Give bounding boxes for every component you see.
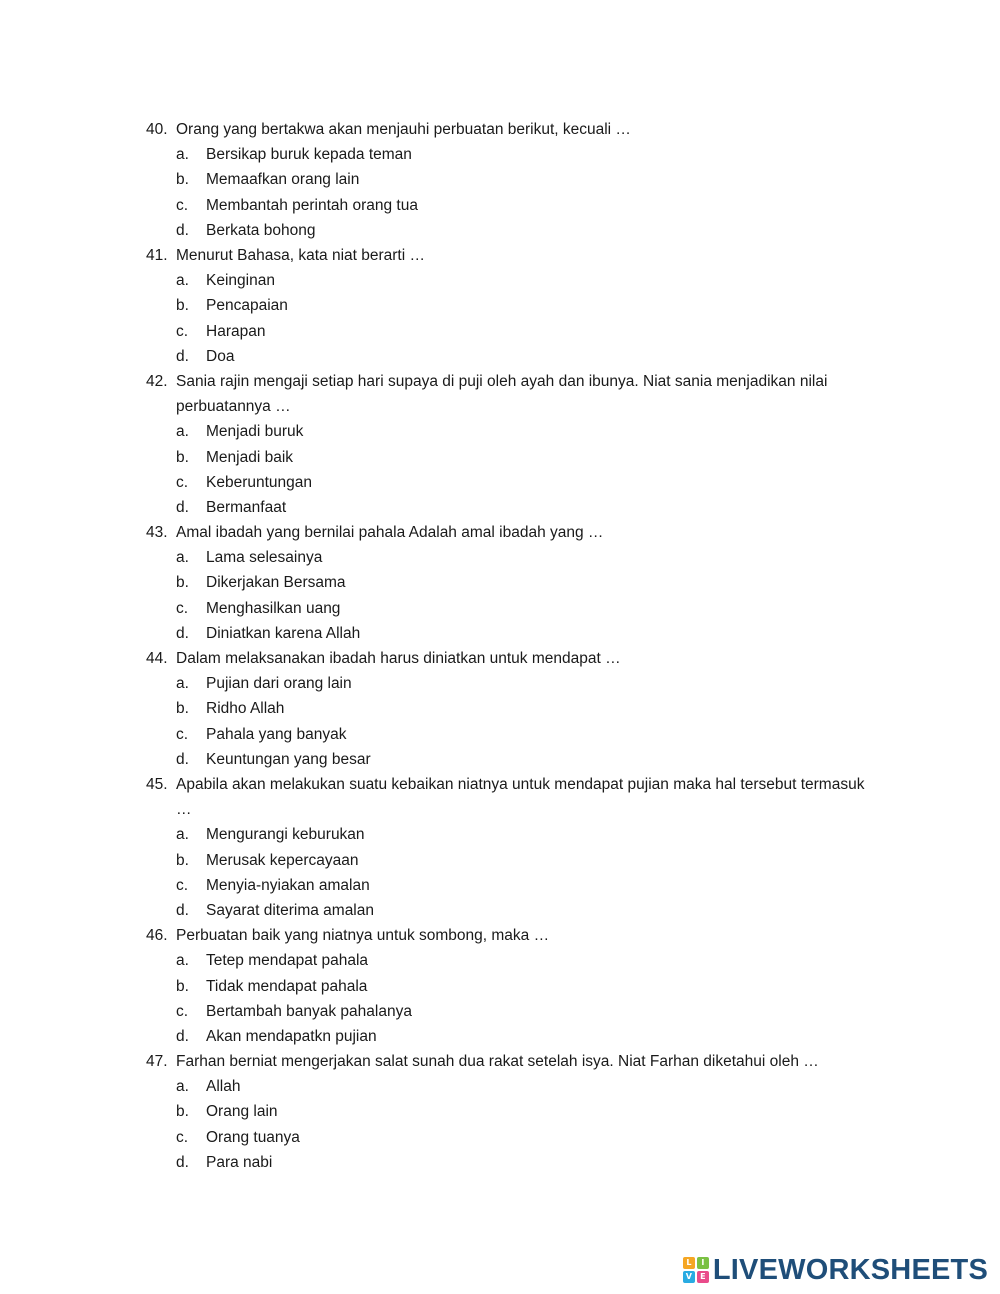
question-row: [0, 520, 1000, 545]
option-text: Diniatkan karena Allah: [206, 624, 361, 642]
option-letter: d.: [176, 750, 189, 768]
option-text: Bermanfaat: [206, 498, 287, 516]
option-letter: d.: [176, 624, 189, 642]
option-text: Pencapaian: [206, 297, 288, 315]
option-text: Tidak mendapat pahala: [206, 977, 368, 995]
question-46: [0, 923, 1000, 1049]
option-letter: a.: [176, 549, 189, 567]
option-a: [0, 545, 1000, 570]
option-text: Menyia-nyiakan amalan: [206, 876, 370, 894]
option-a: [0, 948, 1000, 973]
option-text: Akan mendapatkn pujian: [206, 1027, 377, 1045]
option-text: Membantah perintah orang tua: [206, 196, 418, 214]
option-text: Berkata bohong: [206, 221, 316, 239]
question-number: 42.: [146, 372, 168, 390]
option-text: Orang tuanya: [206, 1128, 300, 1146]
option-letter: c.: [176, 322, 189, 340]
question-text: Sania rajin mengaji setiap hari supaya di puji oleh ayah dan ibunya. Niat sania menjadikan nilai perbuatannya …: [176, 372, 828, 416]
option-letter: d.: [176, 901, 189, 919]
option-letter: b.: [176, 1103, 189, 1121]
option-letter: d.: [176, 1027, 189, 1045]
worksheet: [0, 117, 1000, 1175]
question-40: [0, 117, 1000, 243]
option-letter: c.: [176, 473, 189, 491]
question-number: 47.: [146, 1053, 168, 1071]
question-text: Perbuatan baik yang niatnya untuk sombong, maka …: [176, 927, 550, 945]
option-c: [0, 1125, 1000, 1150]
logo-tile-2: I: [697, 1257, 709, 1269]
option-text: Para nabi: [206, 1153, 273, 1171]
logo-tile-3: V: [683, 1271, 695, 1283]
option-text: Merusak kepercayaan: [206, 851, 359, 869]
question-number: 45.: [146, 775, 168, 793]
question-text: Dalam melaksanakan ibadah harus diniatkan untuk mendapat …: [176, 650, 621, 668]
liveworksheets-brand: [683, 1253, 988, 1287]
option-letter: a.: [176, 1078, 189, 1096]
option-d: [0, 747, 1000, 772]
option-d: [0, 898, 1000, 923]
question-44: [0, 646, 1000, 772]
question-number: 43.: [146, 524, 168, 542]
option-text: Lama selesainya: [206, 549, 323, 567]
question-row: [0, 646, 1000, 671]
option-b: [0, 293, 1000, 318]
option-letter: c.: [176, 599, 189, 617]
question-45: [0, 772, 1000, 923]
option-text: Pujian dari orang lain: [206, 675, 352, 693]
option-c: [0, 873, 1000, 898]
option-a: [0, 1074, 1000, 1099]
option-text: Orang lain: [206, 1103, 278, 1121]
question-text: Menurut Bahasa, kata niat berarti …: [176, 246, 425, 264]
question-number: 41.: [146, 246, 168, 264]
option-letter: b.: [176, 448, 189, 466]
option-letter: a.: [176, 675, 189, 693]
question-text: Apabila akan melakukan suatu kebaikan niatnya untuk mendapat pujian maka hal tersebut termasuk …: [176, 775, 865, 819]
option-d: [0, 218, 1000, 243]
question-number: 44.: [146, 650, 168, 668]
option-a: [0, 822, 1000, 847]
option-letter: b.: [176, 700, 189, 718]
question-row: [0, 117, 1000, 142]
option-letter: a.: [176, 826, 189, 844]
option-letter: b.: [176, 851, 189, 869]
question-row: [0, 369, 1000, 419]
option-letter: c.: [176, 196, 189, 214]
option-text: Keinginan: [206, 272, 275, 290]
option-text: Ridho Allah: [206, 700, 285, 718]
question-row: [0, 772, 1000, 822]
option-text: Keberuntungan: [206, 473, 313, 491]
option-a: [0, 142, 1000, 167]
option-b: [0, 1099, 1000, 1124]
option-letter: a.: [176, 146, 189, 164]
question-row: [0, 1049, 1000, 1074]
option-b: [0, 696, 1000, 721]
option-b: [0, 848, 1000, 873]
option-a: [0, 268, 1000, 293]
option-text: Dikerjakan Bersama: [206, 574, 346, 592]
option-letter: b.: [176, 171, 189, 189]
option-letter: c.: [176, 725, 189, 743]
option-letter: b.: [176, 297, 189, 315]
option-letter: a.: [176, 272, 189, 290]
option-a: [0, 671, 1000, 696]
option-letter: d.: [176, 1153, 189, 1171]
question-43: [0, 520, 1000, 646]
option-c: [0, 596, 1000, 621]
option-letter: c.: [176, 876, 189, 894]
option-d: [0, 344, 1000, 369]
option-d: [0, 495, 1000, 520]
question-47: [0, 1049, 1000, 1175]
question-42: [0, 369, 1000, 520]
option-text: Bersikap buruk kepada teman: [206, 146, 412, 164]
option-b: [0, 167, 1000, 192]
option-letter: b.: [176, 977, 189, 995]
option-d: [0, 621, 1000, 646]
option-c: [0, 470, 1000, 495]
option-b: [0, 974, 1000, 999]
option-c: [0, 999, 1000, 1024]
option-text: Menjadi buruk: [206, 423, 304, 441]
option-text: Menjadi baik: [206, 448, 294, 466]
option-letter: d.: [176, 347, 189, 365]
option-text: Harapan: [206, 322, 266, 340]
brand-name: LIVEWORKSHEETS: [712, 1253, 988, 1286]
option-d: [0, 1150, 1000, 1175]
option-text: Allah: [206, 1078, 241, 1096]
option-text: Memaafkan orang lain: [206, 171, 360, 189]
logo-tile-4: E: [697, 1271, 709, 1283]
question-41: [0, 243, 1000, 369]
option-text: Bertambah banyak pahalanya: [206, 1002, 412, 1020]
option-text: Pahala yang banyak: [206, 725, 347, 743]
question-row: [0, 243, 1000, 268]
option-text: Menghasilkan uang: [206, 599, 341, 617]
option-letter: c.: [176, 1002, 189, 1020]
option-b: [0, 445, 1000, 470]
option-text: Doa: [206, 347, 235, 365]
question-text: Orang yang bertakwa akan menjauhi perbuatan berikut, kecuali …: [176, 121, 631, 138]
option-letter: a.: [176, 952, 189, 970]
option-c: [0, 193, 1000, 218]
option-letter: d.: [176, 498, 189, 516]
option-b: [0, 570, 1000, 595]
option-letter: c.: [176, 1128, 189, 1146]
option-c: [0, 722, 1000, 747]
option-d: [0, 1024, 1000, 1049]
logo-tile-1: L: [683, 1257, 695, 1269]
option-a: [0, 419, 1000, 444]
option-c: [0, 319, 1000, 344]
option-text: Keuntungan yang besar: [206, 750, 371, 768]
option-letter: b.: [176, 574, 189, 592]
liveworksheets-logo-icon: [683, 1257, 709, 1283]
question-row: [0, 923, 1000, 948]
option-letter: d.: [176, 221, 189, 239]
option-text: Mengurangi keburukan: [206, 826, 365, 844]
option-text: Sayarat diterima amalan: [206, 901, 374, 919]
option-letter: a.: [176, 423, 189, 441]
question-number: 40.: [146, 121, 168, 138]
question-number: 46.: [146, 927, 168, 945]
question-text: Farhan berniat mengerjakan salat sunah dua rakat setelah isya. Niat Farhan diketahui oleh …: [176, 1053, 819, 1071]
question-text: Amal ibadah yang bernilai pahala Adalah amal ibadah yang …: [176, 524, 604, 542]
option-text: Tetep mendapat pahala: [206, 952, 369, 970]
